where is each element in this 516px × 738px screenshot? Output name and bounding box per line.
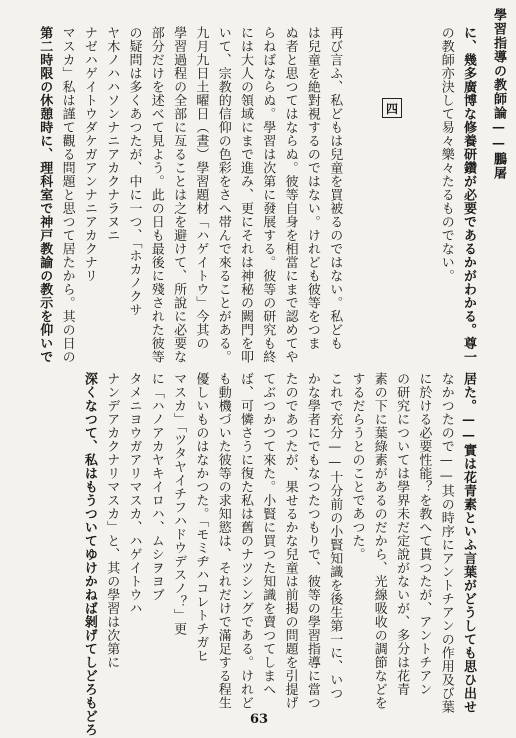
bottom-text-column: 居た。——實は花青素といふ言葉がどうしても思ひ出せ [461, 372, 476, 714]
bottom-text-column: かな學者にでもなつたつもりで、彼等の學習指導に當つ [304, 372, 320, 710]
bottom-text-column: たのであつたが、果せるかな兒童は前掲の問題を引提げ [282, 372, 298, 710]
bottom-text-column: てぶつかつて來た。小賢に買つた知識を賣つてしまへ [260, 372, 276, 696]
bottom-text-column: ナンデアカクナリマスカ」と、其の學習は次第に [104, 372, 120, 669]
top-text-column: 再び言ふ、私どもは兒童を買被るのではない。私ども [327, 26, 343, 350]
bottom-text-column: の研究については學界未だ定說がないが、多分は花青 [394, 372, 410, 696]
bottom-text-column: なかつたので——其の時序にアントチアンの作用及び葉 [438, 372, 454, 714]
top-text-column: ナゼハゲイトウダケガアンナニアカクナリ [81, 26, 97, 283]
page-number: 63 [250, 712, 269, 727]
top-text-column: には大人の領域にまで進み、更にそれは神秘の闕門を叩 [238, 26, 253, 364]
top-text-column: の教師亦決して易々樂々たるものでない。 [438, 26, 454, 283]
top-text-column: らねばならぬ。學習は次第に發展する。彼等の研究も終 [260, 26, 276, 364]
top-text-column: 第二時限の休憩時に、理科室で神戸教諭の教示を仰いで [37, 26, 53, 364]
bottom-text-column: タメニヨウガアリマスカ、ハゲイトウハ [126, 372, 142, 615]
bottom-text-column: 素の下に葉綠素があるのだから、光線吸收の調節などを [371, 372, 387, 710]
top-text-column: の疑問は多くあつたが、中に一つ、「ホカノクサ [126, 26, 142, 317]
bottom-text-column: も動機づいた彼等の求知慾は、それだけで滿足する程生 [215, 372, 231, 710]
top-text-column: 部分だけを述べて見よう。此の日も最後に殘された彼等 [148, 26, 164, 364]
bottom-text-column: するだらうとのことであつた。 [349, 372, 365, 561]
top-text-column: は兒童を絶對視するのではない。けれども彼等をつま [304, 26, 320, 350]
top-text-column: 九月九日土曜日（晝）學習題材「ハゲイトウ」今其の [193, 26, 209, 350]
bottom-text-column: 優しいものはなかつた。「モミヂハコレトチガヒ [193, 372, 209, 663]
bottom-text-column: マスカ」「ツタヤイチフハドウデスノ？」更 [171, 372, 187, 636]
top-text-column: マスカ」私は謹て觀る問題と思つて居たから。其の日の [59, 26, 75, 364]
bottom-text-column: これで充分——十分前の小賢知識を後生第一に、いつ [327, 372, 343, 700]
top-text-column: に、幾多廣博な修養研鑽が必要であるかがわかる。尊一 [461, 26, 476, 364]
top-text-column: 學習過程の全部に亙ることは之を避けて、所說に必要な [171, 26, 187, 364]
top-text-column: ヤ木ノハハソンナニアカクナラヌニ [104, 26, 120, 242]
running-head: 學習指導の教師論——鵬屠 [491, 8, 506, 180]
bottom-text-column: 深くなつて、私はもうついてゆけかねば剝げてしどろもどろ [81, 372, 97, 737]
bottom-text-column: に「ハノアカヤキイロハ、ムシヲヨブ [148, 372, 164, 602]
bottom-text-column: ば、可憐さうに復た私は舊のナツシングである。けれど [238, 372, 253, 710]
section-marker: 四 [382, 98, 402, 118]
bottom-text-column: に於ける必要性能？を教へて貰つたが、アントチアン [416, 372, 432, 696]
top-text-column: ぬ者と思つてはならぬ。彼等自身を相當にまで認めてや [282, 26, 298, 364]
top-text-column: いて、宗教的信仰の色彩をさへ帯んで來ることがある。 [215, 26, 231, 364]
